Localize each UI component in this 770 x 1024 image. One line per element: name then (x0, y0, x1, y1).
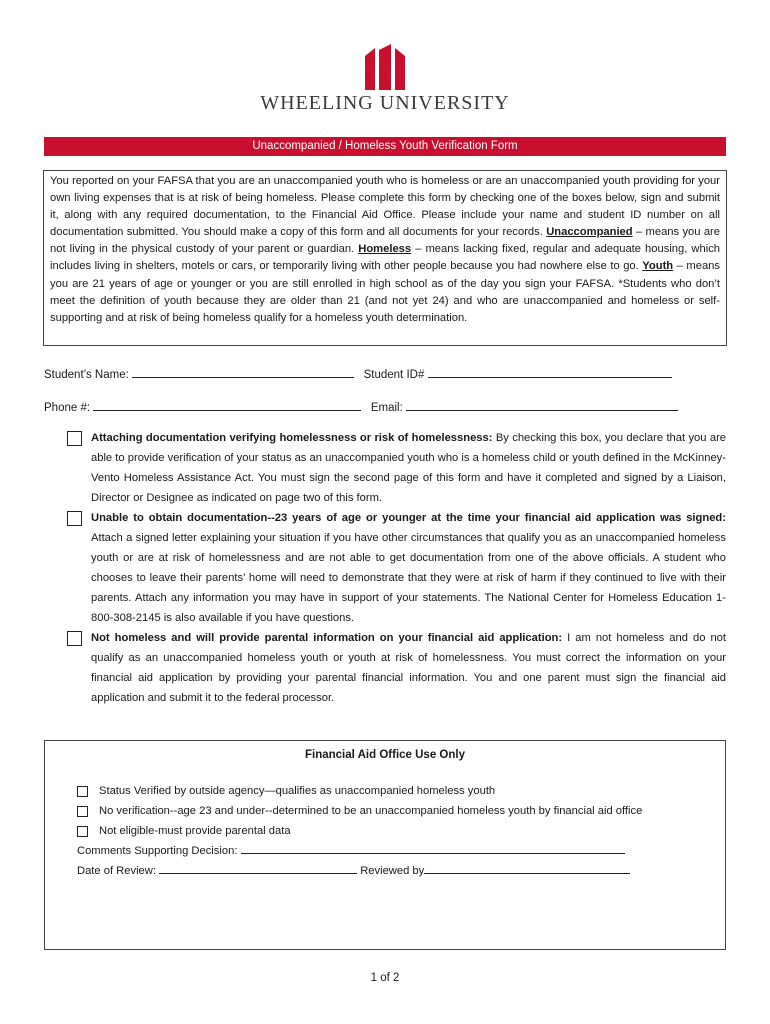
email-label: Email: (370, 402, 403, 414)
office-item-text: Status Verified by outside agency—qualifies as unaccompanied homeless youth (99, 785, 496, 797)
phone-label: Phone #: (44, 402, 91, 414)
option-not-homeless (67, 628, 726, 708)
def-youth: – means you are 21 years of age or younger or you are still enrolled in high school as of the day you sign your FAFSA. *Students who don’t meet the definition of youth because they are older than 21 (and not yet 24) and who are unaccompanied and homeless or self-supporting and at risk of being homeless qualify for a homeless youth determination. (50, 260, 720, 324)
option-text: Attach a signed letter explaining your situation if you have other circumstances that qualify you as an unaccompanied homeless youth or are at risk of homelessness and are not able to get documentation from one of the above officials. A student who chooses to leave their parents’ home will need to demonstrate that they were at risk of harm if they continued to live with their parents. Attach any information you may have in support of your statements. The National Center for Homeless Education 1-800-308-2145 is also available if you have questions. (91, 532, 726, 624)
def-homeless: – means lacking fixed, regular and adequate housing, which includes living in shelters, motels or cars, or temporarily living with other people because you had nowhere else to go. (50, 243, 721, 273)
name-id-row (44, 366, 672, 381)
institution-name: WHEELING UNIVERSITY (260, 92, 510, 114)
form-title: Unaccompanied / Homeless Youth Verification Form (44, 137, 726, 156)
def-unaccompanied: – means you are not living in the physical custody of your parent or guardian. (50, 226, 720, 256)
student-id-field[interactable] (428, 366, 672, 378)
office-item-text: No verification--age 23 and under--determined to be an unaccompanied homeless youth by financial aid office (99, 805, 643, 817)
university-logo (0, 44, 770, 115)
student-name-label: Student’s Name: (44, 369, 129, 381)
option-text: By checking this box, you declare that you are able to provide verification of your status as an unaccompanied youth who is a homeless child or youth defined in the McKinney-Vento Homeless Assistance Act. You must sign the second page of this form and have it completed and signed by a Liaison, Director or Designee as indicated on page two of this form. (91, 432, 727, 504)
date-of-review-field[interactable] (159, 862, 357, 874)
intro-box (43, 170, 727, 346)
option-no-documentation (67, 508, 726, 628)
office-no-verification-checkbox[interactable] (77, 806, 88, 817)
office-list (77, 781, 697, 881)
financial-aid-office-box (44, 740, 726, 950)
intro-text: You reported on your FAFSA that you are an unaccompanied youth who is homeless or are an unaccompanied youth providing for your own living expenses that is at risk of being homeless. Please complete this form by checking one of the boxes below, sign and submit it, along with any required documentation, to the Financial Aid Office. Please include your name and student ID number on all documentation submitted. You should make a copy of this form and all documents for your records. (50, 175, 720, 239)
comments-row (77, 841, 697, 861)
email-field[interactable] (406, 399, 678, 411)
office-not-eligible-checkbox[interactable] (77, 826, 88, 837)
term-homeless: Homeless (358, 243, 412, 256)
term-youth: Youth (642, 260, 674, 273)
option-documentation-checkbox[interactable] (67, 431, 82, 446)
office-item-no-verification (77, 801, 697, 821)
review-row (77, 861, 697, 881)
student-name-field[interactable] (132, 366, 354, 378)
date-of-review-label: Date of Review: (77, 865, 156, 877)
option-not-homeless-checkbox[interactable] (67, 631, 82, 646)
option-heading: Not homeless and will provide parental information on your financial aid application: (91, 632, 563, 644)
comments-field[interactable] (241, 842, 625, 854)
option-text: I am not homeless and do not qualify as an unaccompanied homeless youth or youth at risk of homelessness. You must correct the information on your financial aid application by providing your parental financial information. You and one parent must sign the financial aid application and submit it to the federal processor. (91, 632, 726, 704)
office-item-text: Not eligible-must provide parental data (99, 825, 291, 837)
office-title: Financial Aid Office Use Only (305, 749, 465, 761)
reviewed-by-field[interactable] (424, 862, 630, 874)
page-number: 1 of 2 (370, 972, 400, 984)
phone-field[interactable] (93, 399, 361, 411)
option-heading: Attaching documentation verifying homelessness or risk of homelessness: (91, 432, 493, 444)
office-item-verified (77, 781, 697, 801)
office-item-not-eligible (77, 821, 697, 841)
term-unaccompanied: Unaccompanied (546, 226, 633, 239)
option-heading: Unable to obtain documentation--23 years of age or younger at the time your financial aid application was signed: (91, 512, 726, 524)
option-documentation (67, 428, 726, 508)
student-id-label: Student ID# (363, 369, 425, 381)
reviewed-by-label: Reviewed by (360, 865, 425, 877)
wheeling-university-logo-icon (363, 44, 407, 90)
options-list (67, 428, 726, 708)
option-no-documentation-checkbox[interactable] (67, 511, 82, 526)
office-verified-checkbox[interactable] (77, 786, 88, 797)
comments-label: Comments Supporting Decision: (77, 845, 238, 857)
phone-email-row (44, 399, 678, 414)
